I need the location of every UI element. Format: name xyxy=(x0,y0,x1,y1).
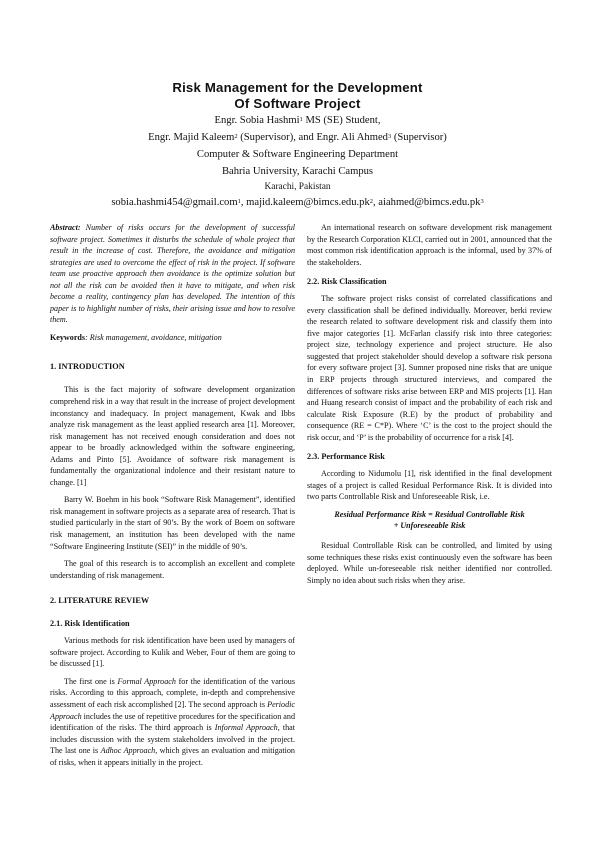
author-3-sup: 3 xyxy=(387,133,392,140)
intro-paragraph-3: The goal of this research is to accomplish an excellent and complete understanding of risk management. xyxy=(50,559,295,580)
ri-p2-text-c: includes the use of repetitive procedures for the specification and identification of the risks. The third approach is xyxy=(50,711,295,733)
author-2-role: (Supervisor), and Engr. Ali Ahmed xyxy=(237,132,388,143)
keywords-text: : Risk management, avoidance, mitigation xyxy=(85,332,222,342)
right-column xyxy=(307,222,552,592)
ri-p2-text-a: The first one is xyxy=(64,676,118,686)
performance-risk-paragraph-1: According to Nidumolu [1], risk identified in the final development stages of a project is called Residual Performance Risk. It is divided into two parts Controllable Risk and Unforeseeable Risk, i.e. xyxy=(307,469,552,502)
abstract xyxy=(50,222,295,326)
intro-heading: 1. INTRODUCTION xyxy=(50,362,125,372)
risk-identification-paragraph-3: An international research on software development risk management by the Research Corporation KLCI, carried out in 2001, announced that the most common risk identification approach is the informal, used by 37% of the stakeholders. xyxy=(307,223,552,267)
email-2: , majid.kaleem@bimcs.edu.pk xyxy=(240,197,370,208)
author-line-1 xyxy=(40,112,555,129)
periodic-approach-term: Periodic Approach xyxy=(50,699,295,721)
author-3-role: (Supervisor) xyxy=(391,132,447,143)
formal-approach-term: Formal Approach xyxy=(117,676,176,686)
performance-risk-formula xyxy=(307,509,552,532)
adhoc-approach-term: Adhoc Approach, xyxy=(100,746,158,756)
risk-identification-heading: 2.1. Risk Identification xyxy=(50,619,130,629)
email-3: , aiahmed@bimcs.edu.pk xyxy=(373,197,481,208)
ri-p2-text-d: that includes discussion with the system stakeholders involved in the project. The last one is xyxy=(50,723,295,756)
paper-header xyxy=(40,80,555,211)
ri-p2-text-e: which gives an evaluation and mitigation of risks, when it appears initially in the project. xyxy=(50,746,295,767)
literature-review-heading: 2. LITERATURE REVIEW xyxy=(50,596,150,606)
risk-classification-heading: 2.2. Risk Classification xyxy=(307,277,387,287)
city: Karachi, Pakistan xyxy=(264,182,331,192)
title-line-1: Risk Management for the Development xyxy=(172,80,423,95)
keywords-label: Keywords xyxy=(50,332,86,342)
informal-approach-term: Informal Approach, xyxy=(214,723,280,733)
author-1-role: MS (SE) Student, xyxy=(302,115,381,126)
email-1: sobia.hashmi454@gmail.com xyxy=(111,197,238,208)
performance-risk-heading: 2.3. Performance Risk xyxy=(307,452,385,462)
risk-identification-paragraph-2 xyxy=(50,676,295,768)
formula-line-2: + Unforeseeable Risk xyxy=(393,521,466,531)
intro-paragraph-2: Barry W. Boehm in his book “Software Risk Management”, identified risk management in software projects as a separate area of research. That is studied particularly in the start of 90’s. By the work of Boem on software risk management, an institution has been developed with the name “Software Engineering Institute (SEI)” in the middle of 90’s. xyxy=(50,495,295,551)
author-2-name: Engr. Majid Kaleem xyxy=(148,132,235,143)
university: Bahria University, Karachi Campus xyxy=(221,166,374,177)
email-3-sup: 3 xyxy=(480,198,484,205)
formula-line-1: Residual Performance Risk = Residual Controllable Risk xyxy=(334,509,525,519)
department: Computer & Software Engineering Department xyxy=(196,149,399,160)
author-1-sup: 1 xyxy=(299,116,303,123)
paper-title xyxy=(40,80,555,112)
abstract-text: Number of risks occurs for the development of successful software project. Sometimes it disturbs the schedule of whole project that result in the increase of cost. Therefore, the avoidance and mitigation strategies are used to overcome the effect of risk in the project. If software team use proactive approach then avoidance is the optimize solution but not all the risk can be avoided then it have to mitigate, and when risk become a reality, contingency plan has developed. The intention of this paper is to highlight number of risks, their arising issue and how to resolve them. xyxy=(50,223,295,325)
left-column xyxy=(50,222,295,768)
email-line xyxy=(40,194,555,211)
abstract-label: Abstract: xyxy=(50,223,81,232)
intro-paragraph-1: This is the fact majority of software development organization comprehend risk in a way that result in the increase of project development inconstancy and inadequacy. In project management, Kwak and Ibbs analyze risk management as the least applied research area [1]. Moreover, risk management has not received enough consideration and does not appear to be broadly acknowledged within the software engineering, Adams and Pinto [5]. Avoidance of software risk management is fundamentally the organizational indolence and their resistant nature to change. [1] xyxy=(50,385,295,487)
author-2-sup: 2 xyxy=(234,133,238,140)
keywords xyxy=(50,332,295,344)
author-1-name: Engr. Sobia Hashmi xyxy=(214,115,300,126)
risk-identification-paragraph-1: Various methods for risk identification have been used by managers of software project. According to Kulik and Weber, Four of them are going to be discussed [1]. xyxy=(50,636,295,669)
author-line-2 xyxy=(40,129,555,146)
ri-p2-text-b: for the identification of the various risks. According to this approach, complete, in-depth and comprehensive assessment of each risk accomplished [2]. The second approach is xyxy=(50,676,295,709)
email-2-sup: 2 xyxy=(369,198,373,205)
risk-classification-paragraph-1: The software project risks consist of correlated classifications and every classification shall be defined individually. Moreover, berki review the research related to software development risk and classify them into five major categories [1]. McFarlan classify risk into three categories: project size, technology experience and project structure. He also suggested that project stakeholder should develop a software risk persona for every software project [3]. Sumner proposed nine risks that are unique in ERP projects through structured interviews, and compared the differences of software risks arise between ERP and MIS projects [1]. Han and Huang research consist of impact and the probability of each risk and calculate Risk Exposure (R.E) by the product of probability and consequence (RE = C*P). Where ‘C’ is the cost to the project should the risk occur, and ‘P’ is the probability of occurrence for a risk [4]. xyxy=(307,294,552,442)
email-1-sup: 1 xyxy=(237,198,241,205)
title-line-2: Of Software Project xyxy=(234,96,361,111)
performance-risk-paragraph-2: Residual Controllable Risk can be controlled, and limited by using some techniques these risks exist continuously even the software has been deployed. While un-foreseeable risk neither identified nor controlled. Simply no idea about such risks when they arise. xyxy=(307,541,552,585)
